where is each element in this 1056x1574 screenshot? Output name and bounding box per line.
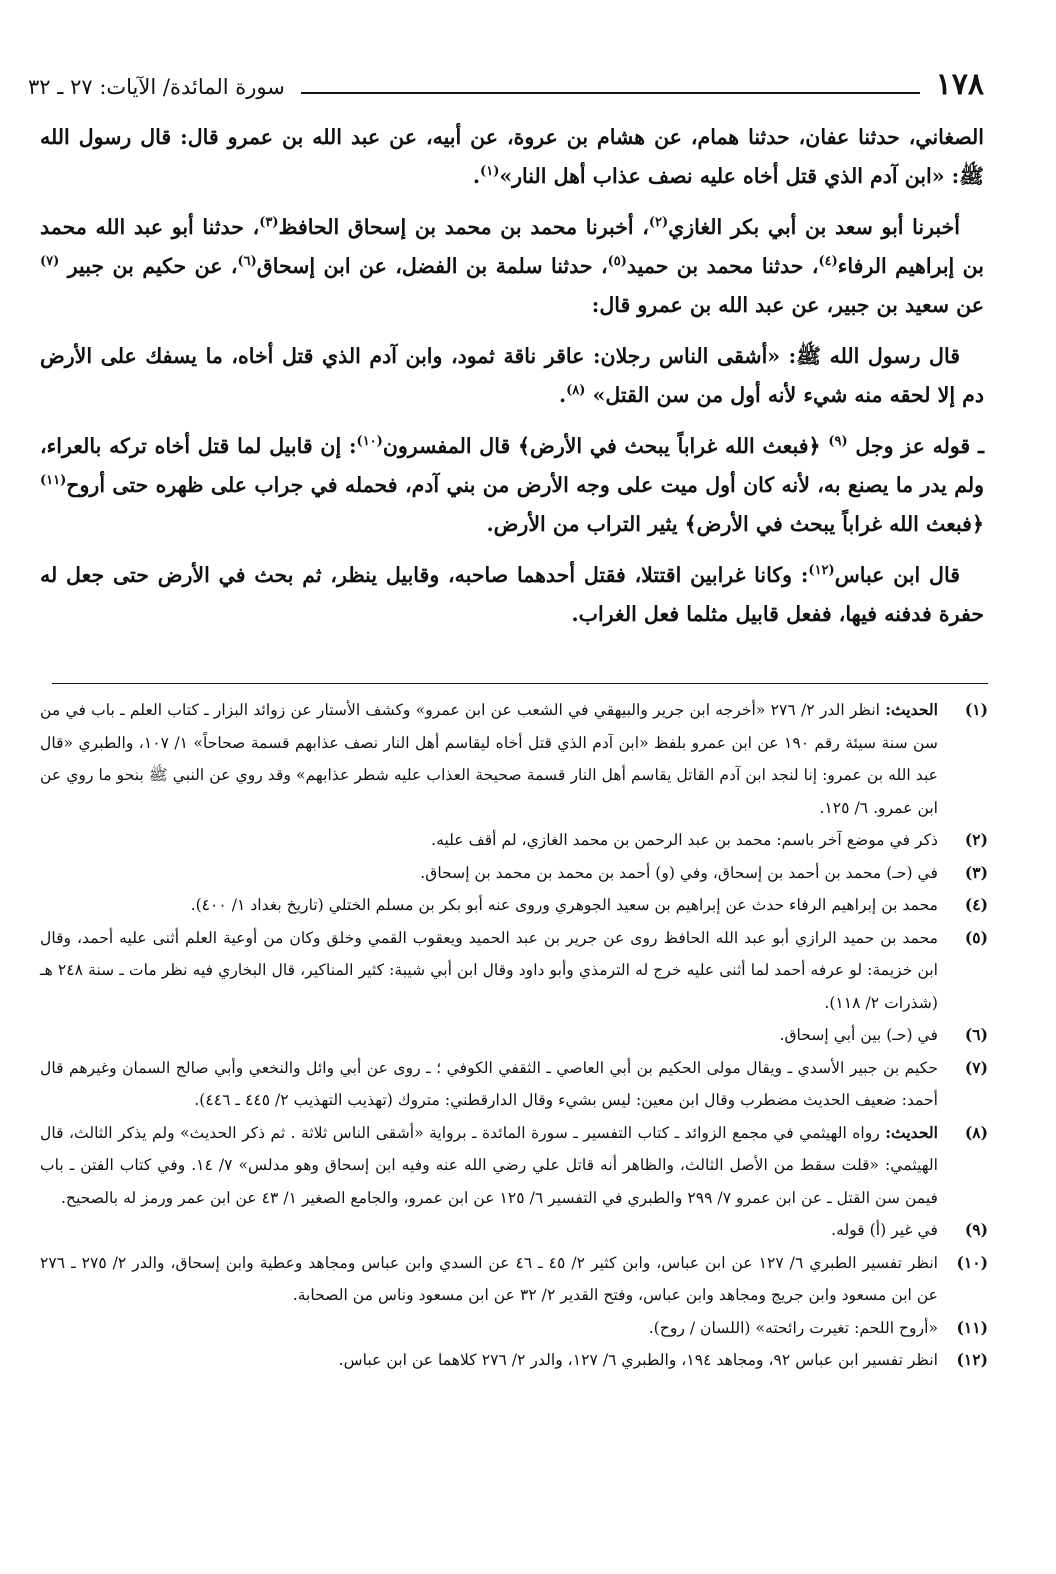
footnote-body: في غير (أ) قوله. bbox=[831, 1221, 938, 1239]
footnote-body: محمد بن حميد الرازي أبو عبد الله الحافظ روى عن جرير بن عبد الحميد ويعقوب القمي وخلق وكان من أوعية العلم أثنى عليه أحمد، وقال ابن خزيمة: لو عرفه أحمد لما أثنى عليه خرج له الترمذي وأبو داود وقال ابن أبي شيبة: كثير المناكير، قال البخاري فيه نظر مات ـ سنة ٢٤٨ هـ (شذرات ٢/ ١١٨). bbox=[40, 928, 939, 1012]
footnote bbox=[40, 1344, 988, 1377]
footnote-ref: (٢) bbox=[648, 215, 669, 231]
paragraph-isnad bbox=[40, 208, 984, 325]
footnote-body: رواه الهيثمي في مجمع الزوائد ـ كتاب التفسير ـ سورة المائدة ـ برواية «أشقى الناس ثلاثة . ثم ذكر الحديث» ولم يذكر الثالث، قال الهيثمي: «قلت سقط من الأصل الثالث، والظاهر أنه قاتل علي رضي الله عنه وفيه ابن إسحاق وهو مدلس» ٧/ ١٤. وفي كتاب الفتن ـ باب فيمن سن القتل ـ عن ابن عمرو ٧/ ٢٩٩ والطبري في التفسير ٦/ ١٢٥ عن ابن عمرو، والجامع الصغير ١/ ٤٣ عن ابن عمر ورمز له بالصحيح. bbox=[40, 1123, 939, 1207]
footnote-ref: (٥) bbox=[607, 254, 627, 270]
footnote-text bbox=[40, 1052, 938, 1117]
footnote-body: في (حـ) محمد بن أحمد بن إسحاق، وفي (و) أحمد بن محمد بن محمد بن إسحاق. bbox=[420, 863, 938, 882]
footnote-ref: (٣) bbox=[259, 215, 279, 231]
footnote-text bbox=[40, 857, 938, 890]
footnote-body: انظر تفسير ابن عباس ٩٢، ومجاهد ١٩٤، والطبري ٦/ ١٢٧، والدر ٢/ ٢٧٦ كلاهما عن ابن عباس. bbox=[338, 1351, 938, 1369]
footnote-text bbox=[40, 1019, 938, 1052]
text-segment: عن سعيد بن جبير، عن عبد الله بن عمرو قال: bbox=[591, 293, 984, 317]
footnote-text bbox=[40, 1344, 938, 1377]
quran-quote: ﴿فبعث الله غراباً يبحث في الأرض﴾ bbox=[510, 434, 829, 458]
footnote bbox=[40, 889, 988, 922]
footnote-text bbox=[40, 1214, 938, 1247]
main-text bbox=[40, 118, 984, 646]
footnote bbox=[40, 922, 988, 1020]
footnote-text bbox=[40, 922, 938, 1020]
footnote-body: حكيم بن جبير الأسدي ـ ويقال مولى الحكيم بن أبي العاصي ـ الثقفي الكوفي ؛ ـ روى عن أبي وائل والنخعي وأبي صالح السمان وغيرهم قال أحمد: ضعيف الحديث مضطرب وقال ابن معين: ليس بشيء وقال الدارقطني: متروك (تهذيب التهذيب ٢/ ٤٤٥ ـ ٤٤٦). bbox=[40, 1058, 938, 1109]
footnotes bbox=[40, 694, 988, 1377]
footnote-ref: (٨) bbox=[566, 383, 586, 399]
footnote-body: محمد بن إبراهيم الرفاء حدث عن إبراهيم بن سعيد الجوهري وروى عنه أبو بكر بن مسلم الختلي (تاريخ بغداد ١/ ٤٠٠). bbox=[190, 896, 938, 914]
footnote-ref: (٦) bbox=[237, 254, 257, 270]
footnote bbox=[40, 694, 988, 824]
text-segment: ، حدثنا أبو عبد الله محمد بن إبراهيم الرفاء bbox=[40, 215, 984, 278]
text-segment: أخبرنا أبو سعد بن أبي بكر الغازي bbox=[668, 215, 960, 239]
footnote-number: (٤) bbox=[964, 895, 988, 914]
footnote-number: (٥) bbox=[964, 927, 988, 947]
quran-quote: ﴿فبعث الله غراباً يبحث في الأرض﴾ bbox=[677, 512, 984, 536]
footnote-number: (٨) bbox=[964, 1122, 988, 1142]
footnote-text bbox=[40, 889, 938, 922]
footnote-number: (١٠) bbox=[956, 1252, 988, 1272]
footnote-body: «أروح اللحم: تغيرت رائحته» (اللسان / روح). bbox=[648, 1318, 938, 1337]
footnote-ref: (١) bbox=[480, 164, 500, 180]
footnote-text bbox=[40, 824, 938, 857]
footnote-body: في (حـ) بين أبي إسحاق. bbox=[779, 1026, 938, 1044]
page-number: ١٧٨ bbox=[935, 67, 984, 102]
footnote bbox=[40, 857, 988, 890]
footnote-number: (٣) bbox=[964, 862, 988, 882]
footnote bbox=[40, 1117, 988, 1215]
footnote-body: انظر تفسير الطبري ٦/ ١٢٧ عن ابن عباس، وابن كثير ٢/ ٤٥ ـ ٤٦ عن السدي وابن عباس ومجاهد وعطية وابن إسحاق، والدر ٢/ ٢٧٥ ـ ٢٧٦ عن ابن مسعود وابن جريج ومجاهد وابن عباس، وفتح القدير ٢/ ٣٢ عن ابن مسعود وناس من الصحابة. bbox=[40, 1253, 939, 1304]
footnote-number: (٩) bbox=[964, 1220, 988, 1239]
footnote-number: (١١) bbox=[956, 1317, 988, 1337]
footnote-text bbox=[40, 1312, 938, 1345]
header-rule bbox=[301, 92, 920, 94]
footnote-ref: (٩) bbox=[828, 434, 848, 450]
text-segment: ، حدثنا محمد بن حميد bbox=[626, 254, 819, 278]
footnote-number: (٦) bbox=[964, 1025, 988, 1044]
footnote-divider bbox=[52, 683, 988, 684]
footnote-ref: (١٢) bbox=[808, 563, 835, 579]
footnote bbox=[40, 1247, 988, 1312]
footnote-body: انظر الدر ٢/ ٢٧٦ «أخرجه ابن جرير والبيهقي في الشعب عن ابن عمرو» وكشف الأستار عن زوائد البزار ـ كتاب العلم ـ باب في من سن سنة سيئة رقم ١٩٠ عن ابن عمرو بلفظ «ابن آدم الذي قتل أخاه ليقاسم أهل النار نصف عذابهم قسمة صحاحاً» ١/ ١٠٧، والطبري «قال عبد الله بن عمرو: إنا لنجد ابن آدم القاتل يقاسم أهل النار قسمة صحيحة العذاب عليه شطر عذابهم» وقد روي عن النبي ﷺ بنحو ما روي عن ابن عمرو. ٦/ ١٢٥. bbox=[40, 701, 938, 817]
text-segment: ، أخبرنا محمد بن محمد بن إسحاق الحافظ bbox=[278, 215, 649, 239]
footnote-label: الحديث: bbox=[885, 700, 938, 719]
footnote bbox=[40, 1312, 988, 1345]
paragraph-hadith-2: قال رسول الله ﷺ: «أشقى الناس رجلان: عاقر ناقة ثمود، وابن آدم الذي قتل أخاه، ما يسفك على الأرض دم إلا لحقه منه شيء لأنه أول من سن القتل» $^{(٨)}$. bbox=[40, 344, 984, 407]
footnote-label: الحديث: bbox=[885, 1122, 938, 1142]
footnote bbox=[40, 1019, 988, 1052]
footnote-text bbox=[40, 694, 938, 824]
footnote bbox=[40, 1052, 988, 1117]
paragraph-hadith-1: الصغاني، حدثنا عفان، حدثنا همام، عن هشام بن عروة، عن أبيه، عن عبد الله بن عمرو قال: قال رسول الله ﷺ: «ابن آدم الذي قتل أخاه عليه نصف عذاب أهل النار»$^{(١)}$. bbox=[40, 125, 984, 188]
page-header bbox=[28, 62, 984, 102]
text-segment: ، حدثنا سلمة بن الفضل، عن ابن إسحاق bbox=[256, 254, 608, 278]
paragraph-ibn-abbas: قال ابن عباس$^{(١٢)}$: وكانا غرابين اقتتلا، فقتل أحدهما صاحبه، وقابيل ينظر، ثم بحث في الأرض حتى جعل له حفرة فدفنه فيها، ففعل قابيل مثلما فعل الغراب. bbox=[40, 563, 984, 626]
paragraph-tafsir: ـ قوله عز وجل $^{(٩)}$ ﴿فبعث الله غراباً يبحث في الأرض﴾ قال المفسرون$^{(١٠)}$: إن قابيل لما قتل أخاه تركه بالعراء، ولم يدر ما يصنع به، لأنه كان أول ميت على وجه الأرض من بني آدم، فحمله في جراب على ظهره حتى أروح$^{(١١)}$ ﴿فبعث الله غراباً يبحث في الأرض﴾ يثير التراب من الأرض. bbox=[40, 434, 984, 536]
footnote bbox=[40, 824, 988, 857]
footnote-text bbox=[40, 1247, 938, 1312]
footnote-ref: (٤) bbox=[818, 254, 838, 270]
footnote-number: (١) bbox=[964, 700, 988, 719]
footnote-number: (٢) bbox=[964, 830, 988, 849]
footnote-ref: (١١) bbox=[40, 473, 67, 489]
text-segment: ، عن حكيم بن جبير bbox=[59, 254, 238, 278]
footnote-text bbox=[40, 1117, 938, 1215]
footnote-ref: (٧) bbox=[40, 254, 60, 270]
footnote-ref: (١٠) bbox=[356, 434, 383, 450]
footnote-number: (١٢) bbox=[956, 1350, 988, 1369]
running-title: سورة المائدة/ الآيات: ٢٧ ـ ٣٢ bbox=[28, 75, 285, 99]
footnote bbox=[40, 1214, 988, 1247]
footnote-body: ذكر في موضع آخر باسم: محمد بن عبد الرحمن بن محمد الغازي، لم أقف عليه. bbox=[431, 831, 938, 849]
footnote-number: (٧) bbox=[964, 1057, 988, 1077]
